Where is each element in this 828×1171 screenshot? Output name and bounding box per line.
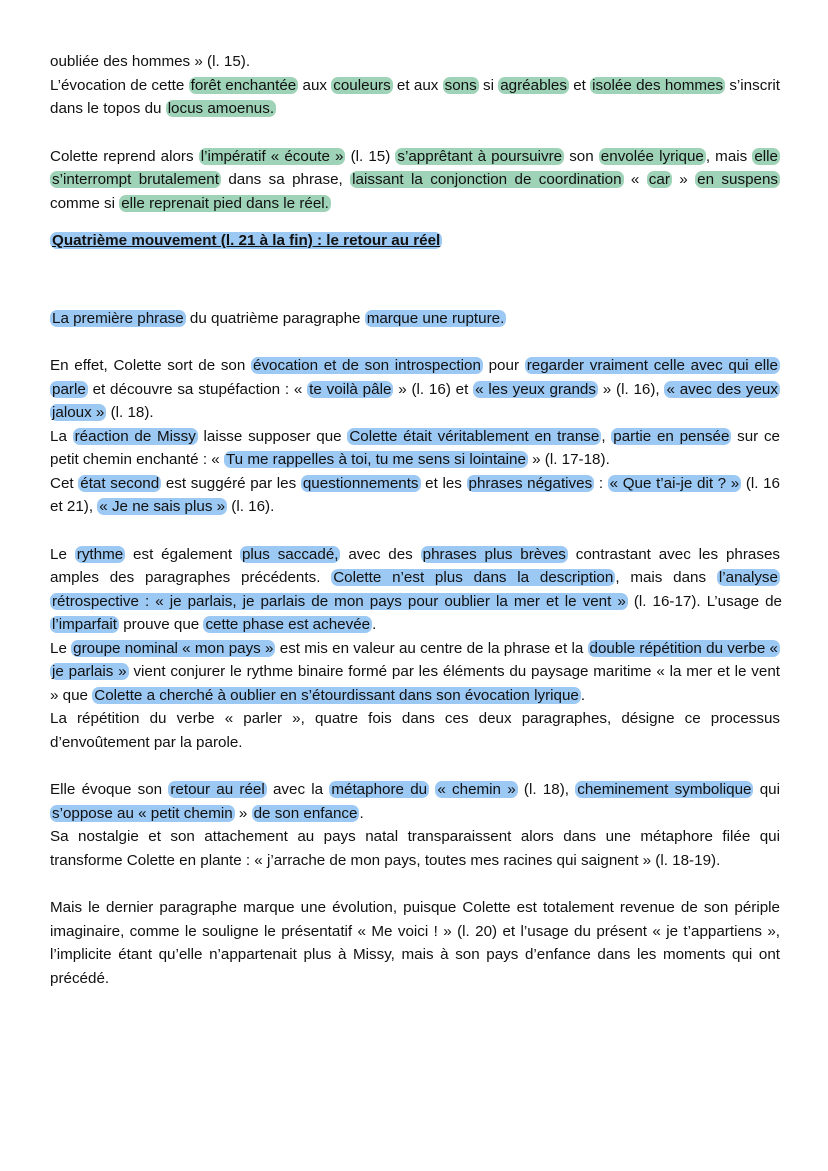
text: » (l. 17-18). xyxy=(527,451,610,468)
highlight-blue: l’analyse rétrospective : « je parlais, je parlais de mon pays pour oublier la mer et le vent » xyxy=(52,569,778,610)
paragraph-final-evolution xyxy=(50,896,780,990)
highlight-blue: marque une rupture. xyxy=(366,309,505,327)
text: (l. 16). xyxy=(227,498,275,515)
paragraph-stupefaction xyxy=(50,354,780,425)
text: L’évocation de cette xyxy=(50,76,189,94)
highlight-blue: partie en pensée xyxy=(613,427,730,445)
text: » (l. 16) et xyxy=(393,380,474,398)
text: . xyxy=(372,616,377,633)
text: laisse supposer que xyxy=(197,427,348,445)
text: , mais xyxy=(705,147,753,165)
highlight-blue: cette phase est achevée xyxy=(205,616,371,633)
highlight-green: couleurs xyxy=(333,76,391,94)
text: qui xyxy=(753,781,780,798)
highlight-blue: rythme xyxy=(76,545,124,563)
highlight-green: locus amoenus. xyxy=(167,100,275,117)
highlight-blue: « Je ne sais plus » xyxy=(99,498,226,515)
highlight-green: s’apprêtant à poursuivre xyxy=(397,147,563,165)
text: est également xyxy=(125,545,240,563)
highlight-blue: phrases plus brèves xyxy=(422,545,566,563)
highlight-blue: regarder vraiment celle avec qui elle parle xyxy=(52,357,778,398)
text: s’inscrit dans le topos du xyxy=(50,76,780,117)
text: et aux xyxy=(392,76,443,94)
highlight-green: isolée des hommes xyxy=(592,76,724,94)
highlight-blue: cheminement symbolique xyxy=(577,781,752,798)
text: (l. 16 et 21), xyxy=(50,474,781,515)
highlight-blue: de son enfance xyxy=(253,804,358,822)
text: dans sa phrase, xyxy=(220,171,351,188)
text: et les xyxy=(420,474,467,492)
text: » (l. 16), xyxy=(597,380,665,398)
paragraph-nostalgia xyxy=(50,825,780,872)
highlight-blue: phrases négatives xyxy=(468,474,593,492)
section-heading: Quatrième mouvement (l. 21 à la fin) : le retour au réel xyxy=(52,232,441,249)
text: , xyxy=(601,427,612,445)
text: , mais dans xyxy=(615,569,717,586)
text: pour xyxy=(482,357,525,374)
text: du quatrième paragraphe xyxy=(185,309,365,327)
text: est suggéré par les xyxy=(161,474,301,492)
highlight-blue: évocation et de son introspection xyxy=(253,357,481,374)
highlight-green: elle reprenait pied dans le réel. xyxy=(121,194,329,212)
text: Elle évoque son xyxy=(50,781,169,798)
text: est mis en valeur au centre de la phrase et la xyxy=(275,639,588,657)
highlight-green: laissant la conjonction de coordination xyxy=(352,171,622,188)
text: sur ce petit chemin enchanté : « xyxy=(50,427,780,468)
highlight-blue: groupe nominal « mon pays » xyxy=(73,639,274,657)
text: En effet, Colette sort de son xyxy=(50,357,251,374)
text: avec la xyxy=(266,781,330,798)
highlight-blue: s’oppose au « petit chemin xyxy=(52,804,233,822)
paragraph-forest-evocation xyxy=(50,50,780,121)
highlight-blue: métaphore du xyxy=(331,781,428,798)
text: son xyxy=(564,147,599,165)
highlight-blue: l’imparfait xyxy=(52,616,117,633)
paragraph-second-state xyxy=(50,472,780,519)
highlight-green: elle s’interrompt brutalement xyxy=(52,147,778,188)
highlight-blue: double répétition du verbe « je parlais » xyxy=(52,639,779,680)
text: (l. 15) xyxy=(345,147,396,165)
text: « xyxy=(623,171,647,188)
paragraph-repetition xyxy=(50,707,780,754)
text: comme si xyxy=(50,194,120,212)
highlight-blue: « chemin » xyxy=(437,781,516,798)
text: Cet xyxy=(50,474,79,492)
highlight-blue: Colette était véritablement en transe xyxy=(349,427,600,445)
highlight-blue: te voilà pâle xyxy=(309,380,392,398)
text: . xyxy=(580,686,586,704)
text: Sa nostalgie et son attachement au pays natal transparaissent alors dans une métaphore filée qui transforme Colette en plante : « j’arrache de mon pays, toutes mes racines qui saignent » (l. 18-19). xyxy=(50,828,780,869)
highlight-blue: « avec des yeux jaloux » xyxy=(52,380,778,421)
highlight-blue: « les yeux grands xyxy=(475,380,596,398)
highlight-blue: Colette n’est plus dans la description xyxy=(333,569,614,586)
highlight-green: car xyxy=(648,171,670,188)
text: Le xyxy=(50,545,75,563)
text: et xyxy=(568,76,591,94)
highlight-blue: plus saccadé, xyxy=(241,545,339,563)
paragraph-nominal-group xyxy=(50,637,780,708)
text: (l. 18), xyxy=(517,781,576,798)
text: si xyxy=(478,76,499,94)
text: » xyxy=(671,171,696,188)
highlight-blue: La première phrase xyxy=(52,309,184,327)
highlight-blue: Colette a cherché à oublier en s’étourdissant dans son évocation lyrique xyxy=(94,686,579,704)
highlight-blue: réaction de Missy xyxy=(74,427,196,445)
highlight-blue: questionnements xyxy=(302,474,419,492)
highlight-blue: Tu me rappelles à toi, tu me sens si lointaine xyxy=(225,451,526,468)
text: oubliée des hommes » (l. 15). xyxy=(50,53,251,70)
paragraph-rupture xyxy=(50,307,780,331)
text: avec des xyxy=(340,545,421,563)
highlight-green: l’impératif « écoute » xyxy=(200,147,344,165)
highlight-green: envolée lyrique xyxy=(600,147,704,165)
paragraph-rhythm xyxy=(50,543,780,637)
text: : xyxy=(594,474,608,492)
text: contrastant avec les phrases amples des paragraphes précédents. xyxy=(50,545,780,586)
highlight-green: en suspens xyxy=(697,171,778,188)
text: prouve que xyxy=(119,616,204,633)
section-heading-wrap xyxy=(50,229,780,253)
paragraph-imperative xyxy=(50,145,780,216)
highlight-green: sons xyxy=(444,76,477,94)
text: et découvre sa stupéfaction : « xyxy=(87,380,308,398)
text: La répétition du verbe « parler », quatre fois dans ces deux paragraphes, désigne ce processus d’envoûtement par la parole. xyxy=(50,710,780,751)
paragraph-path-metaphor xyxy=(50,778,780,825)
text: aux xyxy=(298,76,332,94)
text: La xyxy=(50,427,73,445)
text: Colette reprend alors xyxy=(50,147,199,165)
text: » xyxy=(234,804,252,822)
text: Le xyxy=(50,639,72,657)
highlight-blue: état second xyxy=(80,474,160,492)
paragraph-missy-reaction xyxy=(50,425,780,472)
text: vient conjurer le rythme binaire formé par les éléments du paysage maritime « la mer et le vent » que xyxy=(50,663,780,704)
text: . xyxy=(359,804,364,822)
highlight-green: agréables xyxy=(500,76,567,94)
highlight-blue: retour au réel xyxy=(170,781,265,798)
text: (l. 18). xyxy=(106,404,154,421)
highlight-blue: « Que t’ai-je dit ? » xyxy=(609,474,740,492)
text: (l. 16-17). L’usage de xyxy=(627,592,782,610)
highlight-green: forêt enchantée xyxy=(190,76,297,94)
text: Mais le dernier paragraphe marque une évolution, puisque Colette est totalement revenue de son périple imaginaire, comme le souligne le présentatif « Me voici ! » (l. 20) et l’usage du présent « je t’appartiens », l’implicite étant qu’elle n’appartenait plus à Missy, mais à son pays d’enfance dans les moments qui ont précédé. xyxy=(50,899,780,987)
